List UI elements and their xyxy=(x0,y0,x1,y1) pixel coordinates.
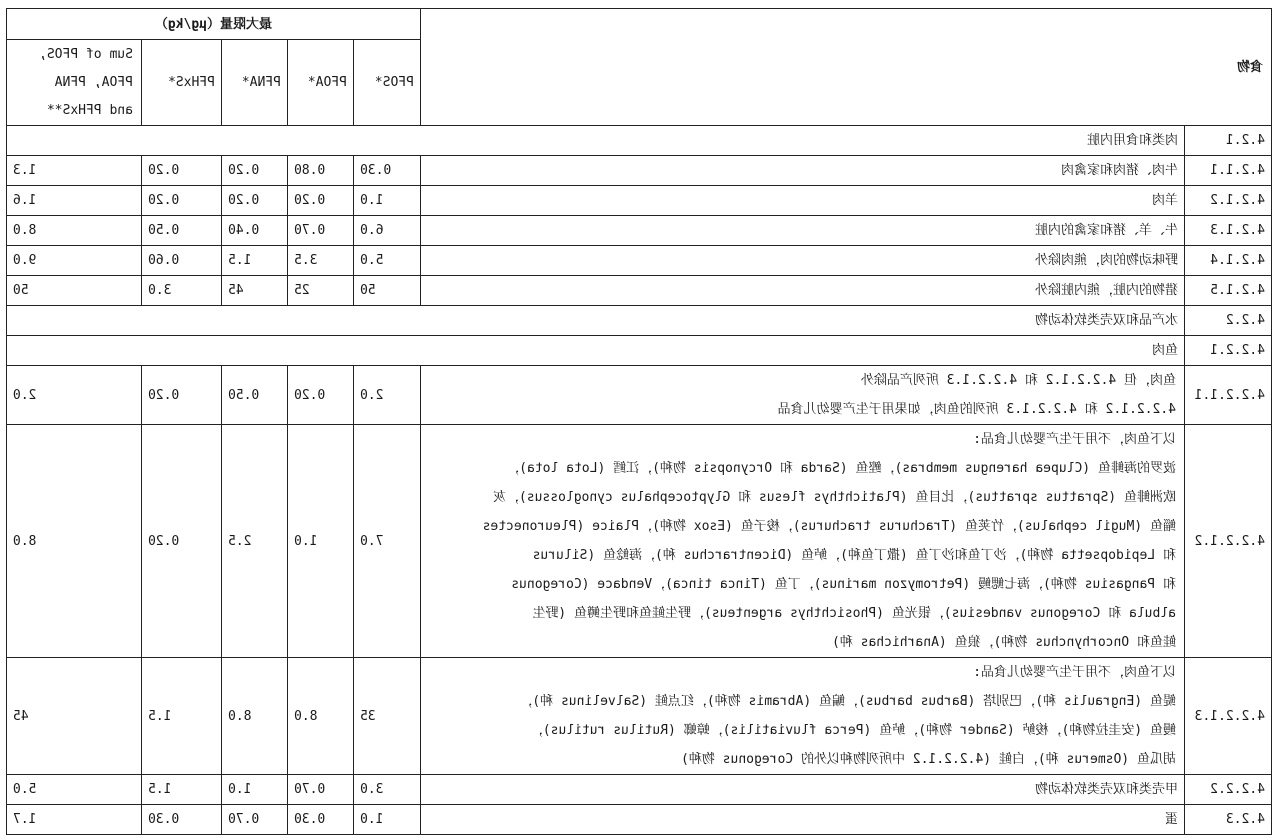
description-line: 胡瓜鱼 (Osmerus 种)，白鲑 (4.2.2.1.2 中所列物种以外的 Coregonus 物种) xyxy=(681,752,1176,767)
table-row xyxy=(6,366,1271,425)
pfna-header: PFNA* xyxy=(221,40,287,126)
pfoa-value: 0.80 xyxy=(287,156,353,186)
pfas-limits-table xyxy=(6,8,1272,835)
sum-value: 45 xyxy=(6,658,141,775)
pfos-value: 7.0 xyxy=(353,425,420,658)
sum-value: 1.3 xyxy=(6,156,141,186)
description-line: 鲻鱼 (Mugil cephalus)，竹荚鱼 (Trachurus trachurus)，梭子鱼 (Esox 物种)，Plaice (Pleuronectes xyxy=(482,519,1176,534)
pfna-value: 0.40 xyxy=(221,216,287,246)
pfna-value: 45 xyxy=(221,276,287,306)
description-line: 鱼肉，但 4.2.2.1.2 和 4.2.2.1.3 所列产品除外 xyxy=(860,373,1176,388)
pfos-value: 1.0 xyxy=(353,805,420,835)
pfoa-value: 3.5 xyxy=(287,246,353,276)
table-row xyxy=(6,276,1271,306)
sum-value: 1.7 xyxy=(6,805,141,835)
document-mirrored-wrapper xyxy=(7,8,1272,835)
description-line: albula 和 Coregonus vandesius)，银光鱼 (Phosichthys argenteus)，野生鲑鱼和野生鳟鱼 (野生 xyxy=(532,606,1176,621)
table-row xyxy=(6,186,1271,216)
pfhxs-header: PFHxS* xyxy=(141,40,221,126)
row-description xyxy=(420,366,1184,425)
pfhxs-value: 0.50 xyxy=(141,216,221,246)
row-code: 4.2.2.1.2 xyxy=(1185,425,1272,658)
row-code: 4.2.1.2 xyxy=(1185,186,1272,216)
pfna-value: 2.5 xyxy=(221,425,287,658)
pfoa-value: 25 xyxy=(287,276,353,306)
row-name: 水产品和双壳类软体动物 xyxy=(6,306,1184,336)
row-name: 野味动物的肉，熊肉除外 xyxy=(420,246,1184,276)
row-code: 4.2.1.1 xyxy=(1185,156,1272,186)
table-row xyxy=(6,216,1271,246)
description-line: 以下鱼肉，不用于生产婴幼儿食品: xyxy=(973,432,1176,447)
sum-value: 8.0 xyxy=(6,425,141,658)
pfoa-value: 0.20 xyxy=(287,366,353,425)
description-line: 欧洲鲱鱼 (Sprattus sprattus)，比目鱼 (Platichthys flesus 和 Glyptocephalus cynoglossus)，灰 xyxy=(492,490,1176,505)
pfhxs-value: 0.20 xyxy=(141,366,221,425)
table-row xyxy=(6,425,1271,658)
sum-value: 8.0 xyxy=(6,216,141,246)
row-code: 4.2.3 xyxy=(1185,805,1272,835)
pfna-value: 1.0 xyxy=(221,775,287,805)
pfhxs-value: 0.60 xyxy=(141,246,221,276)
sum-header xyxy=(6,40,141,126)
pfna-value: 0.70 xyxy=(221,805,287,835)
description-line: 波罗的海鲱鱼 (Clupea harengus membras)，鲣鱼 (Sarda 和 Orcynopsis 物种)，江鳕 (Lota lota)， xyxy=(506,461,1176,476)
sum-value: 1.6 xyxy=(6,186,141,216)
pfhxs-value: 1.5 xyxy=(141,658,221,775)
header-row-1 xyxy=(6,9,1271,40)
table-row xyxy=(6,658,1271,775)
pfoa-value: 8.0 xyxy=(287,658,353,775)
row-name: 羊肉 xyxy=(420,186,1184,216)
pfna-value: 1.5 xyxy=(221,246,287,276)
pfos-value: 50 xyxy=(353,276,420,306)
row-code: 4.2.1.3 xyxy=(1185,216,1272,246)
row-name: 猎物的内脏，熊内脏除外 xyxy=(420,276,1184,306)
pfhxs-value: 0.30 xyxy=(141,805,221,835)
row-code: 4.2.2 xyxy=(1185,306,1272,336)
food-header: 食物 xyxy=(420,9,1271,126)
max-limit-header: 最大限量（μg/kg） xyxy=(6,9,420,40)
table-row xyxy=(6,156,1271,186)
pfna-value: 0.20 xyxy=(221,156,287,186)
pfoa-value: 0.20 xyxy=(287,186,353,216)
table-row xyxy=(6,336,1271,366)
row-name: 蛋 xyxy=(420,805,1184,835)
pfoa-value: 1.0 xyxy=(287,425,353,658)
pfos-value: 35 xyxy=(353,658,420,775)
pfos-value: 6.0 xyxy=(353,216,420,246)
row-code: 4.2.2.1.1 xyxy=(1185,366,1272,425)
sum-header-line: PFOA, PFNA xyxy=(54,74,133,90)
pfna-value: 8.0 xyxy=(221,658,287,775)
pfhxs-value: 1.5 xyxy=(141,775,221,805)
pfoa-value: 0.70 xyxy=(287,216,353,246)
row-code: 4.2.1.4 xyxy=(1185,246,1272,276)
description-line: 和 Pangasius 物种)，海七鳃鳗 (Petromyzon marinus)，丁鱼 (Tinca tinca)，Vendace (Coregonus xyxy=(511,577,1176,592)
row-code: 4.2.2.1 xyxy=(1185,336,1272,366)
sum-header-line: and PFHxS** xyxy=(46,102,133,118)
row-name: 肉类和食用内脏 xyxy=(6,126,1184,156)
table-row xyxy=(6,126,1271,156)
description-line: 4.2.2.1.2 和 4.2.2.1.3 所列的鱼肉，如果用于生产婴幼儿食品 xyxy=(777,402,1176,417)
sum-value: 9.0 xyxy=(6,246,141,276)
row-name: 牛肉、猪肉和家禽肉 xyxy=(420,156,1184,186)
pfos-value: 1.0 xyxy=(353,186,420,216)
pfos-value: 3.0 xyxy=(353,775,420,805)
pfhxs-value: 0.20 xyxy=(141,156,221,186)
description-line: 以下鱼肉，不用于生产婴幼儿食品: xyxy=(973,665,1176,680)
pfoa-header: PFOA* xyxy=(287,40,353,126)
row-code: 4.2.1.5 xyxy=(1185,276,1272,306)
description-line: 鳀鱼 (Engraulis 种)，巴别塔 (Barbus barbus)，鳊鱼 (Abramis 物种)，红点鲑 (Salvelinus 种)， xyxy=(519,694,1176,709)
pfoa-value: 0.70 xyxy=(287,775,353,805)
table-row xyxy=(6,775,1271,805)
pfhxs-value: 0.20 xyxy=(141,186,221,216)
row-code: 4.2.1 xyxy=(1185,126,1272,156)
row-name: 甲壳类和双壳类软体动物 xyxy=(420,775,1184,805)
row-description xyxy=(420,425,1184,658)
pfna-value: 0.20 xyxy=(221,186,287,216)
pfos-value: 2.0 xyxy=(353,366,420,425)
pfhxs-value: 0.20 xyxy=(141,425,221,658)
row-name: 鱼肉 xyxy=(6,336,1184,366)
row-description xyxy=(420,658,1184,775)
pfos-value: 5.0 xyxy=(353,246,420,276)
description-line: 鲑鱼和 Oncorhynchus 物种)，狼鱼 (Anarhichas 种) xyxy=(832,635,1176,650)
pfos-value: 0.30 xyxy=(353,156,420,186)
pfoa-value: 0.30 xyxy=(287,805,353,835)
sum-value: 5.0 xyxy=(6,775,141,805)
description-line: 鳗鱼 (安圭拉物种)，梭鲈 (Sander 物种)，鲈鱼 (Perca fluviatilis)，蟑螂 (Rutilus rutilus)， xyxy=(529,723,1176,738)
row-code: 4.2.2.2 xyxy=(1185,775,1272,805)
pfos-header: PFOS* xyxy=(353,40,420,126)
table-row xyxy=(6,246,1271,276)
pfna-value: 0.50 xyxy=(221,366,287,425)
sum-header-line: Sum of PFOS, xyxy=(39,46,133,62)
sum-value: 50 xyxy=(6,276,141,306)
row-name: 牛、羊、猪和家禽的内脏 xyxy=(420,216,1184,246)
table-row xyxy=(6,306,1271,336)
pfhxs-value: 3.0 xyxy=(141,276,221,306)
row-code: 4.2.2.1.3 xyxy=(1185,658,1272,775)
description-line: 和 Lepidopsetta 物种)，沙丁鱼和沙丁鱼 (撒丁鱼种)，鲈鱼 (Dicentrarchus 种)，海鲶鱼 (Silurus xyxy=(532,548,1176,563)
sum-value: 2.0 xyxy=(6,366,141,425)
table-row xyxy=(6,805,1271,835)
